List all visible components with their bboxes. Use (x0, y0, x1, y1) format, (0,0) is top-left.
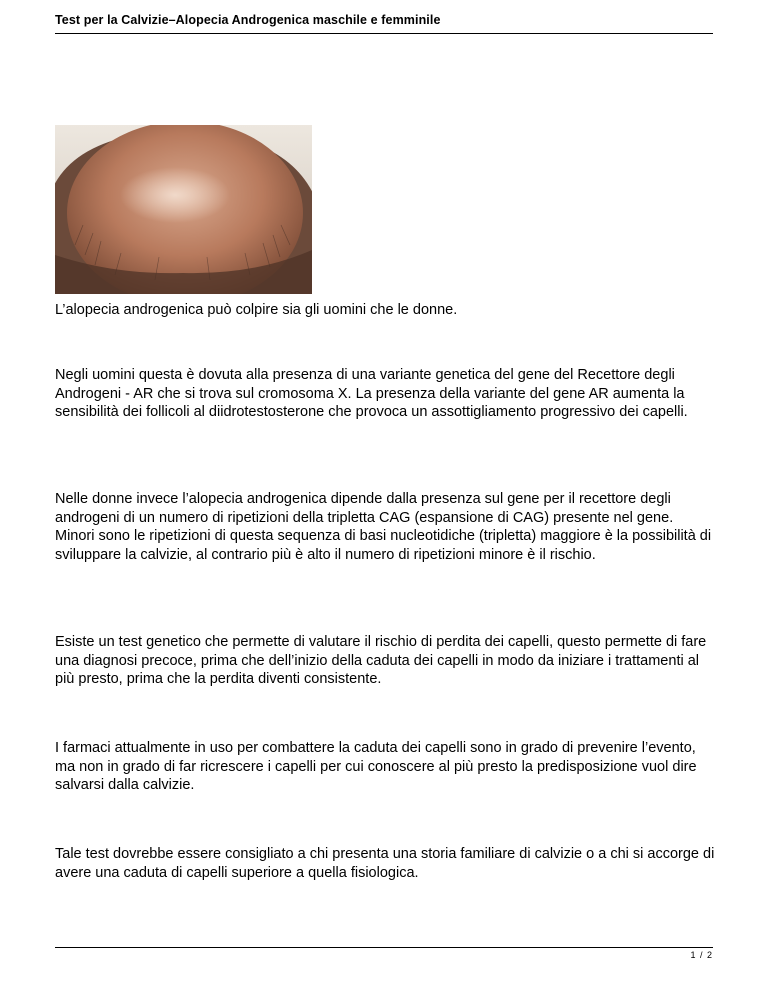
paragraph-test: Esiste un test genetico che permette di valutare il rischio di perdita dei capelli, questo permette di fare una diagnosi precoce, prima che dell’inizio della caduta dei capelli in modo da iniziare i trattamenti al più presto, prima che la perdita diventi consistente. (55, 634, 707, 688)
paragraph-women: Nelle donne invece l’alopecia androgenica dipende dalla presenza sul gene per il recettore degli androgeni di un numero di ripetizioni della tripletta CAG (espansione di CAG) presente nel gene. Minori sono le ripetizioni di questa sequenza di basi nucleotidiche (tripletta) maggiore è la possibilità di sviluppare la calvizie, al contrario più è alto il numero di ripetizioni minore è il rischio. (55, 491, 712, 563)
document-title: Test per la Calvizie–Alopecia Androgenica maschile e femminile (55, 13, 441, 27)
paragraph-men: Negli uomini questa è dovuta alla presenza di una variante genetica del gene del Recettore degli Androgeni - AR che si trova sul cromosoma X. La presenza della variante del gene AR aumenta la sensibilità dei follicoli al diidrotestosterone che provoca un assottigliamento progressivo dei capelli. (55, 367, 688, 421)
paragraph-drugs: I farmaci attualmente in uso per combattere la caduta dei capelli sono in grado di prevenire l’evento, ma non in grado di far ricrescere i capelli per cui conoscere al più presto la predisposizione vuol dire salvarsi dalla calvizie. (55, 740, 697, 794)
page-footer (55, 947, 713, 960)
page-header (55, 13, 713, 34)
paragraph-recommendation: Tale test dovrebbe essere consigliato a chi presenta una storia familiare di calvizie o a chi si accorge di avere una caduta di capelli superiore a quella fisiologica. (55, 846, 715, 881)
paragraph-intro: L’alopecia androgenica può colpire sia gli uomini che le donne. (55, 302, 458, 318)
page-number: 1 / 2 (690, 950, 713, 960)
balding-head-photo (55, 125, 312, 294)
balding-head-image (55, 125, 312, 294)
